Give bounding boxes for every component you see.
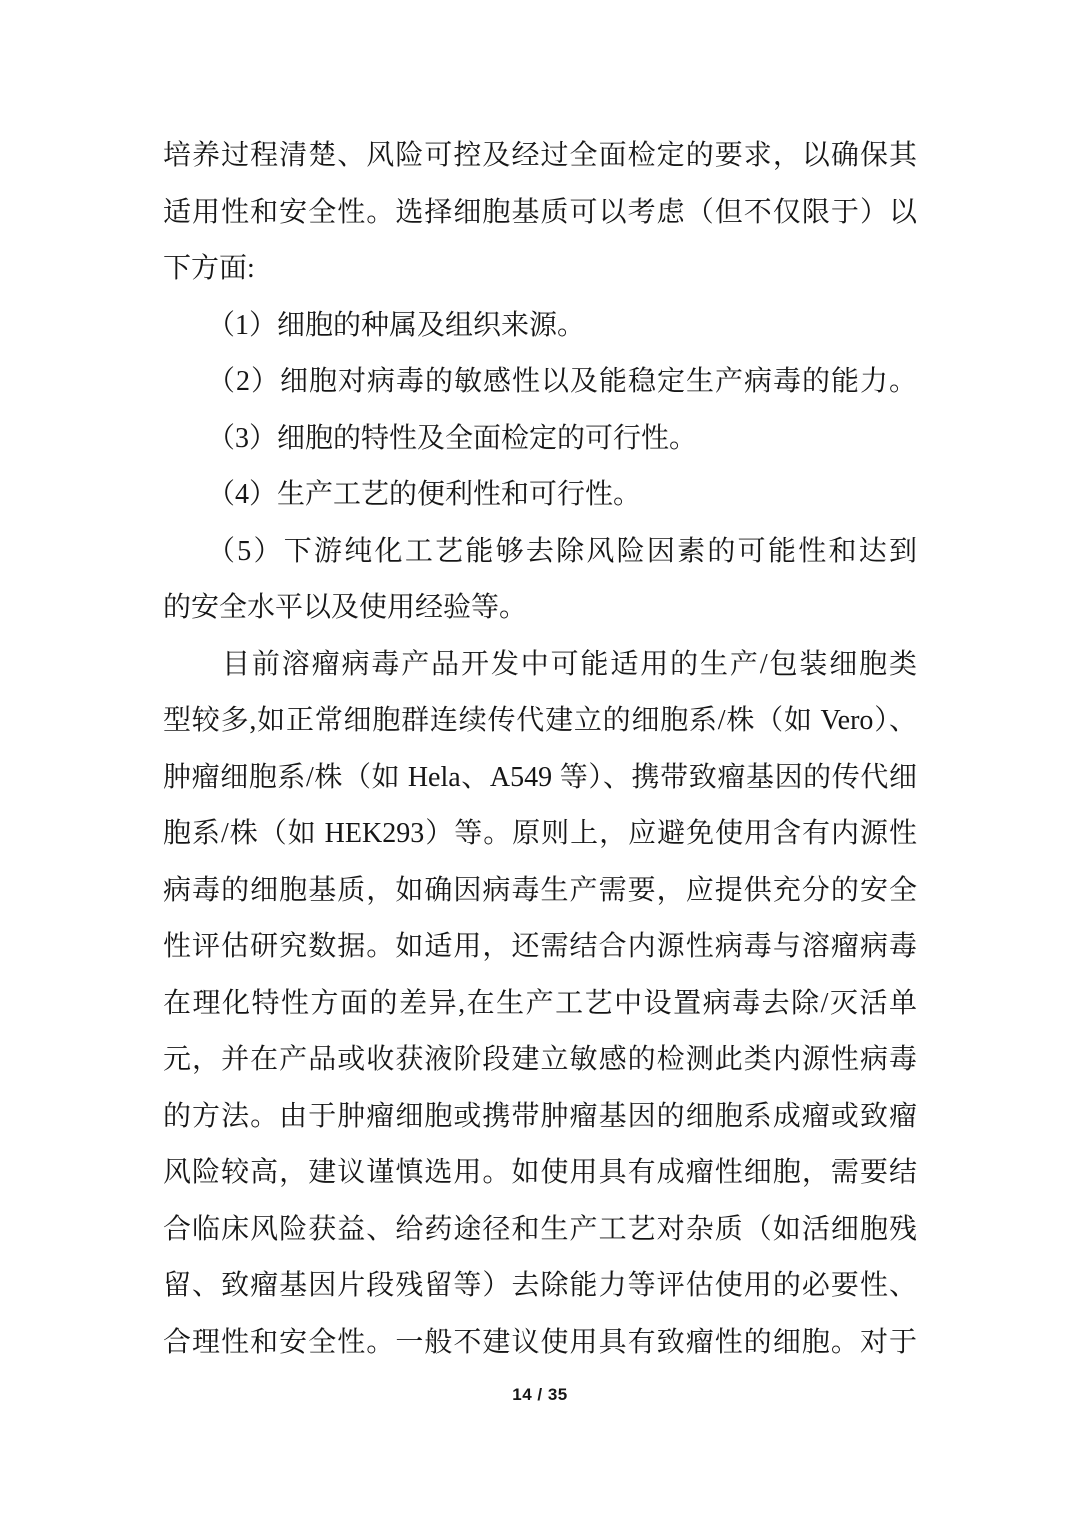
text-line: 型较多,如正常细胞群连续传代建立的细胞系/株（如 Vero）、 [163,705,917,736]
text-line: （4）生产工艺的便利性和可行性。 [207,479,642,510]
text-line: 适用性和安全性。选择细胞基质可以考虑（但不仅限于）以 [163,196,917,228]
text-line: 目前溶瘤病毒产品开发中可能适用的生产/包装细胞类 [222,648,917,680]
text-line: （5）下游纯化工艺能够去除风险因素的可能性和达到 [207,535,917,567]
text-line: 培养过程清楚、风险可控及经过全面检定的要求，以确保其 [163,140,917,171]
text-line: （2）细胞对病毒的敏感性以及能稳定生产病毒的能力。 [207,366,917,397]
text-line: 留、致瘤基因片段残留等）去除能力等评估使用的必要性、 [163,1270,917,1301]
text-line: 下方面: [163,253,255,284]
text-line: 风险较高，建议谨慎选用。如使用具有成瘤性细胞，需要结 [163,1157,917,1188]
body-text [163,128,917,1371]
text-line: 合理性和安全性。一般不建议使用具有致瘤性的细胞。对于 [163,1326,917,1358]
text-line: （1）细胞的种属及组织来源。 [207,309,586,341]
text-line: 元，并在产品或收获液阶段建立敏感的检测此类内源性病毒 [163,1044,917,1075]
text-line: 性评估研究数据。如适用，还需结合内源性病毒与溶瘤病毒 [163,931,917,962]
text-line: 合临床风险获益、给药途径和生产工艺对杂质（如活细胞残 [163,1213,917,1245]
page-number: 14 / 35 [512,1385,568,1404]
text-line: 的方法。由于肿瘤细胞或携带肿瘤基因的细胞系成瘤或致瘤 [163,1100,917,1132]
text-line: 病毒的细胞基质，如确因病毒生产需要，应提供充分的安全 [163,874,917,906]
text-line: 的安全水平以及使用经验等。 [163,592,528,623]
text-line: 肿瘤细胞系/株（如 Hela、A549 等）、携带致瘤基因的传代细 [163,761,917,793]
text-line: 在理化特性方面的差异,在生产工艺中设置病毒去除/灭活单 [163,987,917,1019]
text-line: 胞系/株（如 HEK293）等。原则上，应避免使用含有内源性 [163,818,917,849]
text-line: （3）细胞的特性及全面检定的可行性。 [207,422,698,454]
